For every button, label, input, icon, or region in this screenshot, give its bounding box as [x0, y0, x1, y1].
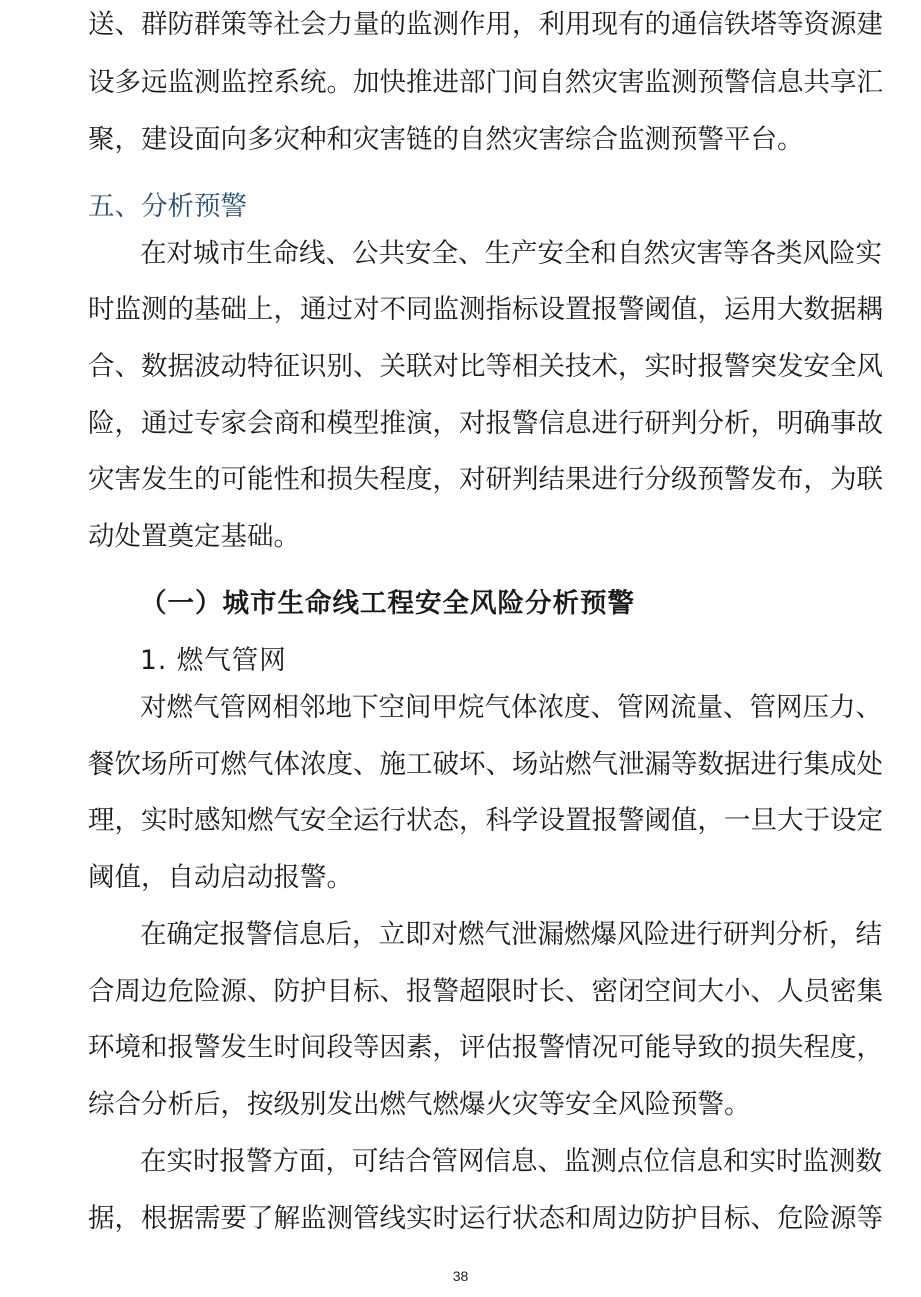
item-heading: 1. 燃气管网: [140, 645, 287, 676]
text-line: 时监测的基础上，通过对不同监测指标设置报警阈值，运用大数据耦: [88, 294, 883, 325]
text-line: 在确定报警信息后，立即对燃气泄漏燃爆风险进行研判分析，结: [140, 919, 882, 950]
text-line: 综合分析后，按级别发出燃气燃爆火灾等安全风险预警。: [88, 1089, 751, 1120]
text-line: 送、群防群策等社会力量的监测作用，利用现有的通信铁塔等资源建: [88, 9, 883, 40]
text-line: 合周边危险源、防护目标、报警超限时长、密闭空间大小、人员密集: [88, 976, 883, 1007]
text-line: 环境和报警发生时间段等因素，评估报警情况可能导致的损失程度，: [88, 1032, 883, 1063]
text-line: 据，根据需要了解监测管线实时运行状态和周边防护目标、危险源等: [88, 1203, 883, 1234]
text-line: 动处置奠定基础。: [88, 521, 300, 552]
text-line: 设多远监测监控系统。加快推进部门间自然灾害监测预警信息共享汇: [88, 67, 883, 98]
text-line: 聚，建设面向多灾种和灾害链的自然灾害综合监测预警平台。: [88, 124, 804, 155]
page-number: 38: [452, 1268, 469, 1284]
subsection-heading: （一）城市生命线工程安全风险分析预警: [140, 588, 635, 619]
text-line: 阈值，自动启动报警。: [88, 862, 353, 893]
section-heading: 五、分析预警: [88, 191, 247, 222]
text-line: 对燃气管网相邻地下空间甲烷气体浓度、管网流量、管网压力、: [140, 692, 882, 723]
text-line: 灾害发生的可能性和损失程度，对研判结果进行分级预警发布，为联: [88, 464, 883, 495]
text-line: 险，通过专家会商和模型推演，对报警信息进行研判分析，明确事故: [88, 408, 883, 439]
text-line: 在对城市生命线、公共安全、生产安全和自然灾害等各类风险实: [140, 238, 882, 269]
text-line: 理，实时感知燃气安全运行状态，科学设置报警阈值，一旦大于设定: [88, 805, 883, 836]
text-line: 合、数据波动特征识别、关联对比等相关技术，实时报警突发安全风: [88, 351, 883, 382]
text-line: 在实时报警方面，可结合管网信息、监测点位信息和实时监测数: [140, 1146, 882, 1177]
text-line: 餐饮场所可燃气体浓度、施工破坏、场站燃气泄漏等数据进行集成处: [88, 749, 883, 780]
